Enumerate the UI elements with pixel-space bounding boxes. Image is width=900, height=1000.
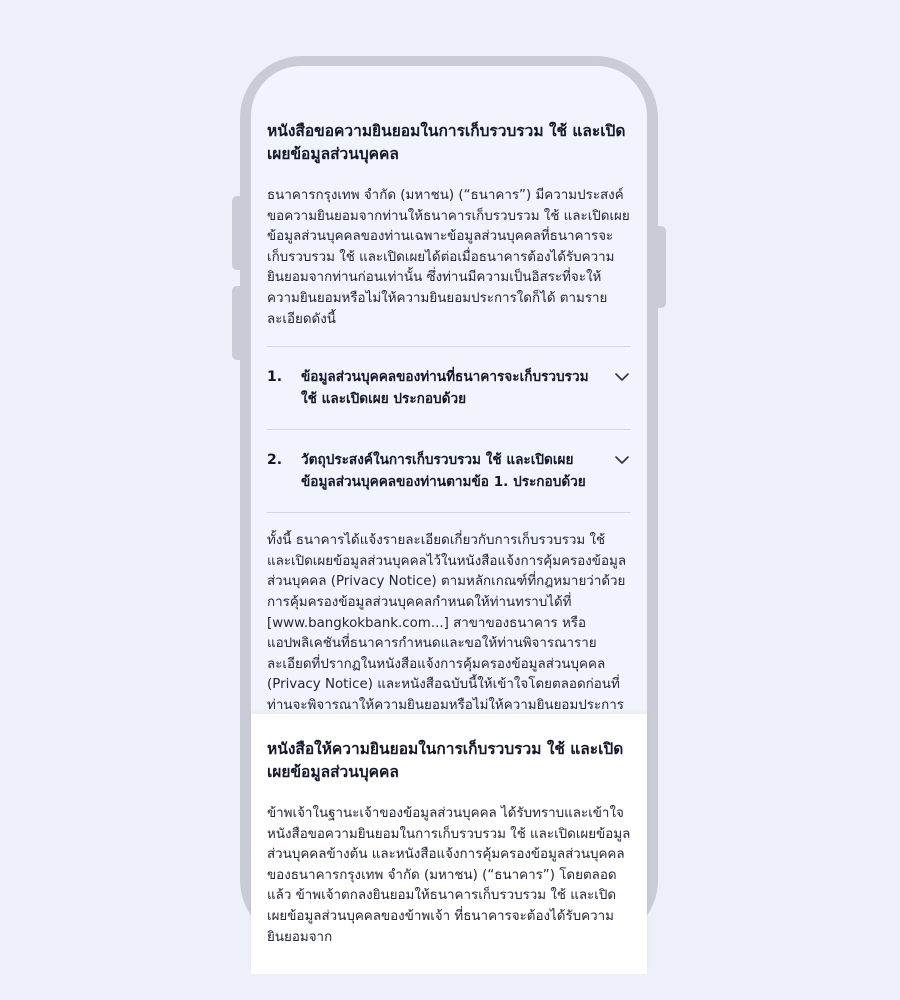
request-intro: ธนาคารกรุงเทพ จำกัด (มหาชน) (“ธนาคาร”) มีความประสงค์ขอความยินยอมจากท่านให้ธนาคารเก็บรวบรวม ใช้ และเปิดเผยข้อมูลส่วนบุคคลของท่านเฉพาะข้อมูลส่วนบุคคลที่ธนาคารจะเก็บรวบรวม ใช้ และเปิดเผยได้ต่อเมื่อธนาคารต้องได้รับความยินยอมจากท่านก่อนเท่านั้น ซึ่งท่านมีความเป็นอิสระที่จะให้ความยินยอมหรือไม่ให้ความยินยอมประการใดก็ได้ ตามรายละเอียดดังนี้ <box>267 188 630 327</box>
accordion-number: 2. <box>267 452 283 469</box>
accordion-number: 1. <box>267 369 283 386</box>
accordion-item-2[interactable] <box>267 430 631 512</box>
phone-screen[interactable] <box>251 66 647 945</box>
chevron-down-icon[interactable] <box>613 368 631 386</box>
accordion-title: ข้อมูลส่วนบุคคลของท่านที่ธนาคารจะเก็บรวบรวม ใช้ และเปิดเผย ประกอบด้วย <box>301 369 589 408</box>
consent-request-section <box>267 120 631 737</box>
chevron-down-icon[interactable] <box>613 451 631 469</box>
consent-body: ข้าพเจ้าในฐานะเจ้าของข้อมูลส่วนบุคคล ได้รับทราบและเข้าใจหนังสือขอความยินยอมในการเก็บรวบรวม ใช้ และเปิดเผยข้อมูลส่วนบุคคลข้างต้น และหนังสือแจ้งการคุ้มครองข้อมูลส่วนบุคคลของธนาคารกรุงเทพ จำกัด (มหาชน) (“ธนาคาร”) โดยตลอดแล้ว ข้าพเจ้าตกลงยินยอมให้ธนาคารเก็บรวบรวม ใช้ และเปิดเผยข้อมูลส่วนบุคคลของข้าพเจ้า ที่ธนาคารจะต้องได้รับความยินยอมจาก <box>267 806 631 945</box>
accordion-item-1[interactable] <box>267 347 631 429</box>
consent-form-section <box>251 714 647 974</box>
accordion-title: วัตถุประสงค์ในการเก็บรวบรวม ใช้ และเปิดเผยข้อมูลส่วนบุคคลของท่านตามข้อ 1. ประกอบด้วย <box>301 452 586 491</box>
request-closing: ทั้งนี้ ธนาคารได้แจ้งรายละเอียดเกี่ยวกับการเก็บรวบรวม ใช้ และเปิดเผยข้อมูลส่วนบุคคลไว้ในหนังสือแจ้งการคุ้มครองข้อมูลส่วนบุคคล (Privacy Notice) ตามหลักเกณฑ์ที่กฎหมายว่าด้วยการคุ้มครองข้อมูลส่วนบุคคลกำหนดให้ท่านทราบได้ที่ [www.bangkokbank.com...] สาขาของธนาคาร หรือแอปพลิเคชันที่ธนาคารกำหนดและขอให้ท่านพิจารณารายละเอียดที่ปรากฏในหนังสือแจ้งการคุ้มครองข้อมูลส่วนบุคคล (Privacy Notice) และหนังสือฉบับนี้ให้เข้าใจโดยตลอดก่อนที่ท่านจะพิจารณาให้ความยินยอมหรือไม่ให้ความยินยอมประการ <box>267 533 627 713</box>
consent-title: หนังสือให้ความยินยอมในการเก็บรวบรวม ใช้ และเปิดเผยข้อมูลส่วนบุคคล <box>267 740 624 781</box>
request-title: หนังสือขอความยินยอมในการเก็บรวบรวม ใช้ และเปิดเผยข้อมูลส่วนบุคคล <box>267 122 626 163</box>
divider <box>267 512 631 513</box>
